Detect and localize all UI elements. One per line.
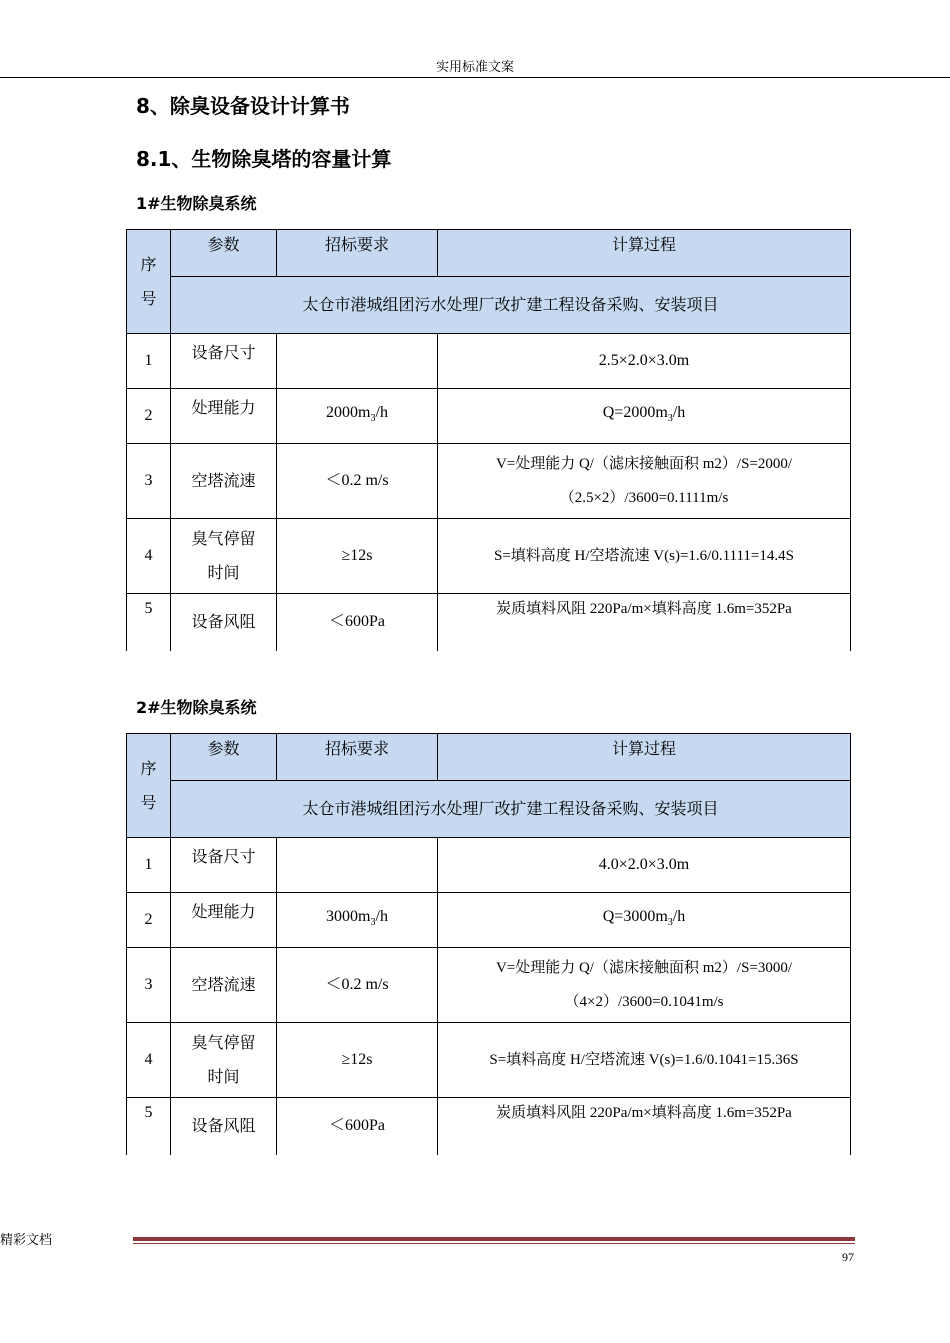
row-req: ＜0.2 m/s (277, 444, 438, 519)
row-req: ＜600Pa (277, 1098, 438, 1155)
row-calc: V=处理能力 Q/（滤床接触面积 m2）/S=2000/ （2.5×2）/3600=0.1111m/s (438, 444, 851, 519)
project-name: 太仓市港城组团污水处理厂改扩建工程设备采购、安装项目 (171, 277, 851, 334)
row-param: 臭气停留 时间 (171, 519, 277, 594)
row-calc: $Q=2000m_3/h$ (438, 389, 851, 444)
row-param: 处理能力 (171, 389, 277, 444)
row-param: 设备风阻 (171, 1098, 277, 1155)
project-name: 太仓市港城组团污水处理厂改扩建工程设备采购、安装项目 (171, 781, 851, 838)
row-param: 设备风阻 (171, 594, 277, 651)
row-calc: 2.5×2.0×3.0m (438, 334, 851, 389)
row-req: $3000m_3/h$ (277, 893, 438, 948)
seq-header: 序号 (127, 734, 171, 838)
row-req: ＜600Pa (277, 594, 438, 651)
row-param: 设备尺寸 (171, 334, 277, 389)
row-no: 4 (127, 1023, 171, 1098)
row-calc: $Q=3000m_3/h$ (438, 893, 851, 948)
system-2-title: 2#生物除臭系统 (136, 698, 257, 717)
footer-rule (133, 1237, 855, 1241)
header-rule (0, 77, 950, 78)
param-header: 参数 (171, 734, 277, 781)
page-number: 97 (842, 1250, 854, 1264)
row-no: 2 (127, 893, 171, 948)
section-heading: 8、除臭设备设计计算书 (136, 94, 350, 118)
system-1-table (126, 229, 851, 651)
system-1-title: 1#生物除臭系统 (136, 194, 257, 213)
seq-header: 序号 (127, 230, 171, 334)
row-no: 3 (127, 444, 171, 519)
row-param: 处理能力 (171, 893, 277, 948)
row-calc: 炭质填料风阻 220Pa/m×填料高度 1.6m=352Pa (438, 1098, 851, 1155)
row-calc: V=处理能力 Q/（滤床接触面积 m2）/S=3000/ （4×2）/3600=0.1041m/s (438, 948, 851, 1023)
row-param: 臭气停留 时间 (171, 1023, 277, 1098)
row-req: ≥12s (277, 519, 438, 594)
row-no: 2 (127, 389, 171, 444)
row-no: 5 (127, 1098, 171, 1155)
page-header-title: 实用标准文案 (435, 60, 514, 75)
param-header: 参数 (171, 230, 277, 277)
row-req: $2000m_3/h$ (277, 389, 438, 444)
footer-label: 精彩文档 (0, 1233, 53, 1248)
subsection-heading: 8.1、生物除臭塔的容量计算 (136, 147, 392, 171)
row-no: 1 (127, 334, 171, 389)
row-no: 1 (127, 838, 171, 893)
row-param: 设备尺寸 (171, 838, 277, 893)
row-no: 4 (127, 519, 171, 594)
row-no: 5 (127, 594, 171, 651)
row-no: 3 (127, 948, 171, 1023)
row-req: ≥12s (277, 1023, 438, 1098)
system-2-table (126, 733, 851, 1155)
row-param: 空塔流速 (171, 948, 277, 1023)
footer-rule-thin (133, 1243, 855, 1244)
row-calc: 炭质填料风阻 220Pa/m×填料高度 1.6m=352Pa (438, 594, 851, 651)
bid-header: 招标要求 (277, 230, 438, 277)
row-calc: 4.0×2.0×3.0m (438, 838, 851, 893)
calc-header: 计算过程 (438, 734, 851, 781)
row-calc: S=填料高度 H/空塔流速 V(s)=1.6/0.1041=15.36S (438, 1023, 851, 1098)
row-param: 空塔流速 (171, 444, 277, 519)
row-req (277, 838, 438, 893)
bid-header: 招标要求 (277, 734, 438, 781)
calc-header: 计算过程 (438, 230, 851, 277)
row-req (277, 334, 438, 389)
row-req: ＜0.2 m/s (277, 948, 438, 1023)
row-calc: S=填料高度 H/空塔流速 V(s)=1.6/0.1111=14.4S (438, 519, 851, 594)
